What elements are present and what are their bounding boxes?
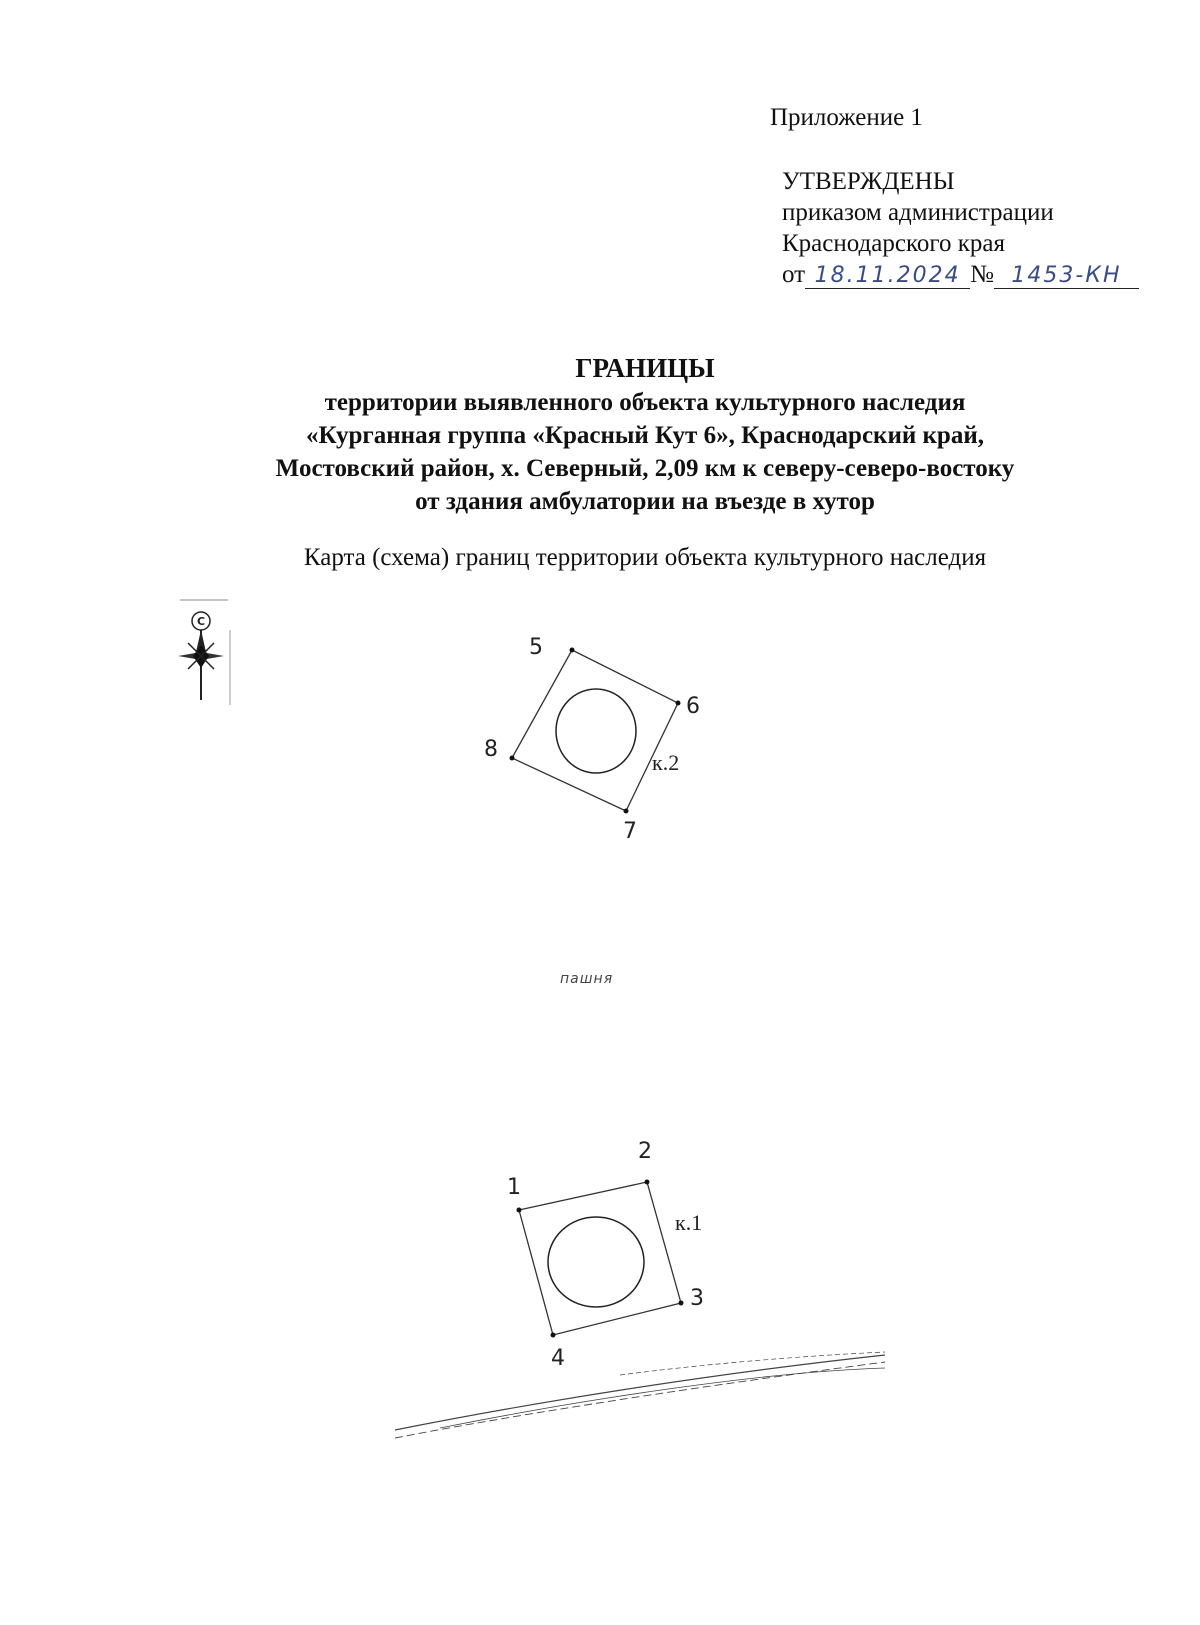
subtitle-line-2: «Курганная группа «Красный Кут 6», Краснодарский край, (306, 422, 984, 449)
kurgan-1-boundary (519, 1182, 681, 1335)
number-prefix: № (970, 261, 994, 288)
approved-heading: УТВЕРЖДЕНЫ (782, 168, 955, 195)
point-6-label: 6 (686, 694, 700, 719)
kurgan-2-boundary (512, 650, 678, 811)
date-prefix: от (782, 261, 806, 288)
compass-icon (178, 600, 230, 705)
road-lines (395, 1352, 885, 1438)
kurgan-2-label: к.2 (652, 750, 680, 775)
point-5-label: 5 (529, 635, 543, 660)
point-1-label: 1 (507, 1175, 521, 1200)
subtitle-line-3: Мостовский район, х. Северный, 2,09 км к северу-северо-востоку (275, 455, 1015, 482)
kurgan-1-mound (548, 1217, 644, 1307)
subtitle-line-1: территории выявленного объекта культурного наследия (324, 389, 966, 416)
appendix-label: Приложение 1 (770, 104, 923, 131)
kurgan-1 (507, 1139, 704, 1371)
order-date-handwritten: 18.11.2024 (805, 264, 970, 289)
subtitle-line-4: от здания амбулатории на въезде в хутор (415, 488, 875, 515)
point-3-label: 3 (690, 1286, 704, 1311)
kurgan-2-mound (556, 689, 636, 773)
kurgan-1-label: к.1 (675, 1210, 703, 1235)
point-7-label: 7 (623, 819, 637, 844)
map-caption: Карта (схема) границ территории объекта культурного наследия (303, 544, 987, 571)
compass-letter: С (196, 615, 206, 628)
point-2-label: 2 (638, 1139, 652, 1164)
order-line-2: Краснодарского края (782, 230, 1005, 257)
kurgan-2 (484, 635, 700, 844)
order-number-handwritten: 1453-КН (994, 264, 1139, 289)
point-4-label: 4 (551, 1346, 565, 1371)
point-8-label: 8 (484, 737, 498, 762)
document-title: ГРАНИЦЫ (575, 353, 715, 383)
field-label: пашня (560, 971, 614, 987)
order-line-1: приказом администрации (782, 199, 1054, 226)
